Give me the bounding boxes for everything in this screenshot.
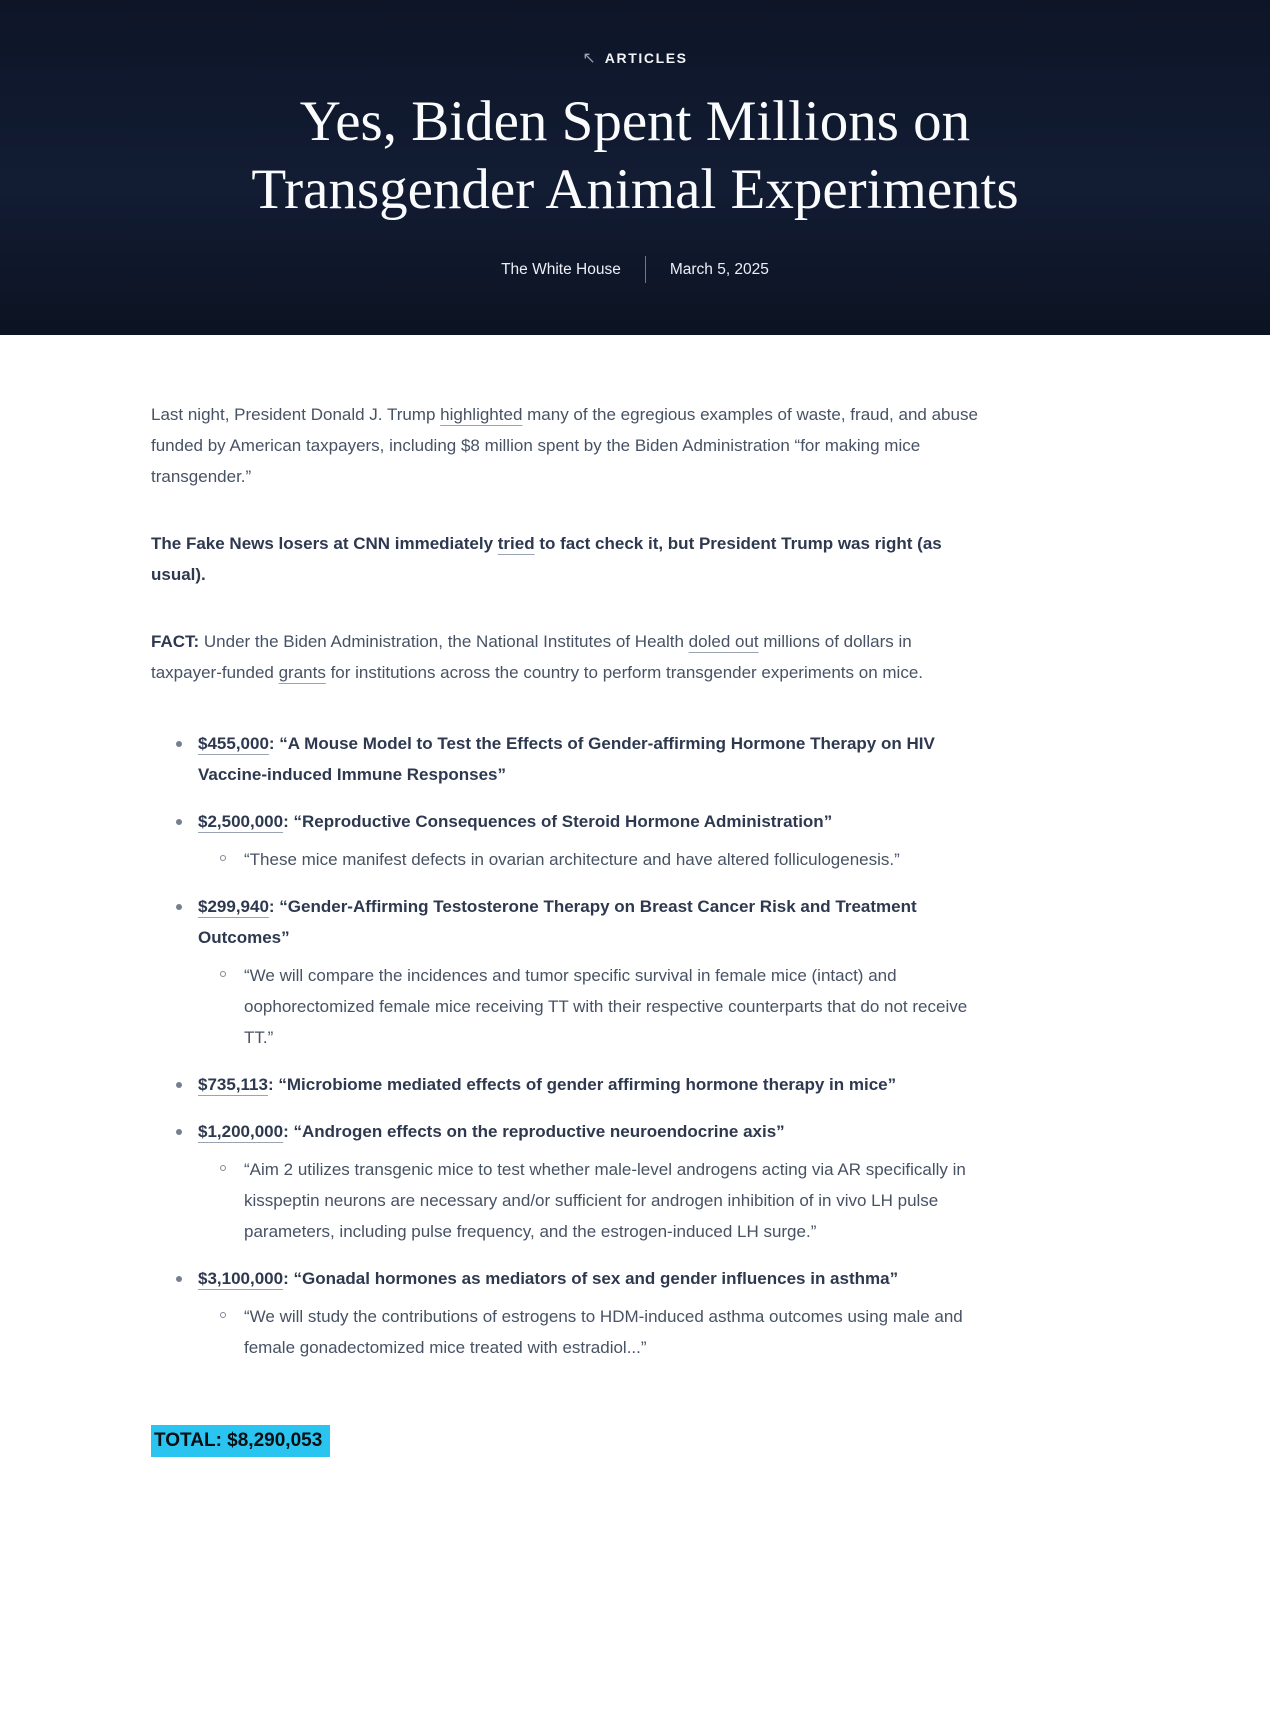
article-source: The White House [501, 260, 621, 278]
paragraph-intro [151, 399, 987, 492]
fake-news-text-2: to fact check it, but President Trump was right (as usual). [151, 534, 942, 584]
grant-title-2: : “Reproductive Consequences of Steroid Hormone Administration” [283, 812, 833, 831]
intro-text-2: many of the egregious examples of waste, fraud, and abuse funded by American taxpayers, including $8 million spent by the Biden Administration “for making mice transgender.” [151, 405, 978, 486]
highlighted-link[interactable]: highlighted [440, 405, 523, 424]
intro-text-1: Last night, President Donald J. Trump [151, 405, 441, 424]
bullet-marker [176, 1276, 182, 1282]
grant-amount-link-3[interactable]: $299,940 [198, 897, 269, 916]
fact-text-1: Under the Biden Administration, the National Institutes of Health [199, 632, 689, 651]
fact-text-2: millions of dollars in taxpayer-funded [151, 632, 912, 682]
bullet-marker [176, 1082, 182, 1088]
fact-label: FACT: [151, 632, 200, 651]
grant-item-6 [176, 1263, 987, 1363]
tried-link[interactable]: tried [497, 534, 535, 553]
grant-quote-text-3: “We will compare the incidences and tumor specific survival in female mice (intact) and oophorectomized female mice receiving TT with their respective counterparts that do not receive TT.” [244, 966, 968, 1047]
doled-out-link[interactable]: doled out [688, 632, 759, 651]
articles-breadcrumb-label: ARTICLES [604, 50, 688, 66]
article-date: March 5, 2025 [669, 260, 769, 278]
article-meta [0, 256, 1270, 283]
grant-item-3 [176, 891, 987, 1053]
article-body [151, 335, 987, 1517]
grant-amount-link-1[interactable]: $455,000 [198, 734, 269, 753]
page-title-line1: Yes, Biden Spent Millions on [299, 90, 971, 153]
grant-item-5 [176, 1116, 987, 1247]
circle-bullet-marker [220, 971, 226, 977]
grant-subquotes-6 [198, 1301, 987, 1363]
paragraph-fake-news [151, 528, 987, 590]
grant-quote-3 [220, 960, 987, 1053]
grant-title-5: : “Androgen effects on the reproductive neuroendocrine axis” [283, 1122, 785, 1141]
grant-quote-5 [220, 1154, 987, 1247]
bullet-marker [176, 819, 182, 825]
grant-subquotes-5 [198, 1154, 987, 1247]
grant-quote-text-6: “We will study the contributions of estrogens to HDM-induced asthma outcomes using male and female gonadectomized mice treated with estradiol...” [244, 1307, 963, 1357]
paragraph-fact [151, 626, 987, 688]
grant-amount-link-4[interactable]: $735,113 [198, 1075, 268, 1094]
total-highlight: TOTAL: $8,290,053 [151, 1425, 330, 1457]
arrow-up-left-icon: ↖ [582, 50, 596, 67]
circle-bullet-marker [220, 1312, 226, 1318]
grant-amount-link-5[interactable]: $1,200,000 [198, 1122, 284, 1141]
bullet-marker [176, 741, 182, 747]
circle-bullet-marker [220, 1165, 226, 1171]
bullet-marker [176, 1129, 182, 1135]
grants-list [151, 728, 987, 1363]
grant-amount-link-6[interactable]: $3,100,000 [198, 1269, 284, 1288]
hero-header [0, 0, 1270, 335]
grant-quote-text-5: “Aim 2 utilizes transgenic mice to test whether male-level androgens acting via AR specifically in kisspeptin neurons are necessary and/or sufficient for androgen inhibition of in vivo LH pulse parameters, including pulse frequency, and the estrogen-induced LH surge.” [244, 1160, 966, 1241]
circle-bullet-marker [220, 855, 226, 861]
grant-item-1 [176, 728, 987, 790]
grant-title-1: : “A Mouse Model to Test the Effects of Gender-affirming Hormone Therapy on HIV Vaccine-induced Immune Responses” [198, 734, 935, 784]
grant-subquotes-2 [198, 844, 987, 875]
articles-breadcrumb-link[interactable] [582, 48, 687, 68]
grant-title-4: : “Microbiome mediated effects of gender affirming hormone therapy in mice” [267, 1075, 897, 1094]
grant-item-2 [176, 806, 987, 875]
grant-subquotes-3 [198, 960, 987, 1053]
page-title-line2: Transgender Animal Experiments [251, 158, 1019, 221]
grant-quote-2 [220, 844, 987, 875]
grant-quote-text-2: “These mice manifest defects in ovarian architecture and have altered folliculogenesis.” [244, 850, 900, 869]
meta-divider [645, 256, 646, 283]
page-title [135, 88, 1135, 224]
grant-title-6: : “Gonadal hormones as mediators of sex and gender influences in asthma” [283, 1269, 899, 1288]
grant-amount-link-2[interactable]: $2,500,000 [198, 812, 284, 831]
grant-item-4 [176, 1069, 987, 1100]
grant-title-3: : “Gender-Affirming Testosterone Therapy on Breast Cancer Risk and Treatment Outcomes” [198, 897, 917, 947]
fact-text-3: for institutions across the country to perform transgender experiments on mice. [325, 663, 924, 682]
grants-link[interactable]: grants [278, 663, 326, 682]
fake-news-text-1: The Fake News losers at CNN immediately [151, 534, 498, 553]
grant-quote-6 [220, 1301, 987, 1363]
bullet-marker [176, 904, 182, 910]
